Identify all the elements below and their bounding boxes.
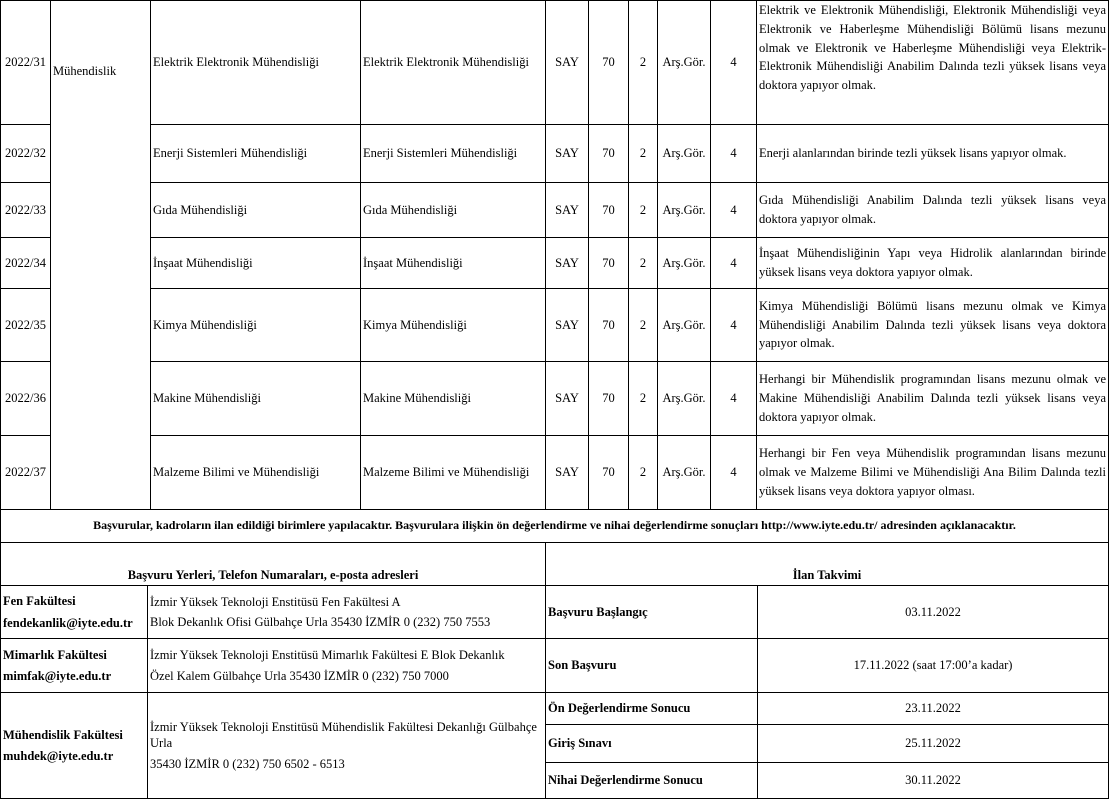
faculty-address <box>148 693 546 799</box>
position-count: 4 <box>711 289 757 362</box>
position-title: Arş.Gör. <box>658 1 711 125</box>
faculty-contact <box>1 639 148 693</box>
position-field: Enerji Sistemleri Mühendisliği <box>361 125 546 183</box>
position-score: 70 <box>589 125 629 183</box>
position-field: Malzeme Bilimi ve Mühendisliği <box>361 436 546 510</box>
position-exam: SAY <box>546 436 589 510</box>
position-code: 2022/36 <box>1 362 51 436</box>
calendar-date: 23.11.2022 <box>758 693 1109 725</box>
position-score: 70 <box>589 436 629 510</box>
table-row <box>1 586 1109 639</box>
notice-row <box>1 510 1109 543</box>
position-code: 2022/32 <box>1 125 51 183</box>
position-count: 4 <box>711 183 757 238</box>
position-code: 2022/31 <box>1 1 51 125</box>
position-requirement: Gıda Mühendisliği Anabilim Dalında tezli yüksek lisans veya doktora yapıyor olmak. <box>757 183 1109 238</box>
table-row <box>1 362 1109 436</box>
table-row <box>1 238 1109 289</box>
position-title: Arş.Gör. <box>658 238 711 289</box>
position-score: 70 <box>589 289 629 362</box>
position-score: 70 <box>589 183 629 238</box>
faculty-name: Mühendislik Fakültesi <box>3 727 123 742</box>
position-requirement: Elektrik ve Elektronik Mühendisliği, Elektronik Mühendisliği veya Elektronik ve Haberleşme Mühendisliği Bölümü lisans mezunu olmak ve Elektronik ve Haberleşme Mühendisliği veya Elektrik-Elektronik Mühendisliği Anabilim Dalında tezli yüksek lisans veya doktora yapıyor olmak. <box>757 1 1109 125</box>
position-field: Elektrik Elektronik Mühendisliği <box>361 1 546 125</box>
position-unit: Gıda Mühendisliği <box>151 183 361 238</box>
table-row <box>1 183 1109 238</box>
position-exam: SAY <box>546 289 589 362</box>
position-title: Arş.Gör. <box>658 362 711 436</box>
position-title: Arş.Gör. <box>658 289 711 362</box>
position-level: 2 <box>629 1 658 125</box>
position-count: 4 <box>711 1 757 125</box>
position-code: 2022/35 <box>1 289 51 362</box>
position-field: Gıda Mühendisliği <box>361 183 546 238</box>
calendar-header: İlan Takvimi <box>546 543 1109 586</box>
department-name: Mühendislik <box>51 1 151 510</box>
position-requirement: Enerji alanlarından birinde tezli yüksek lisans yapıyor olmak. <box>757 125 1109 183</box>
faculty-address-line: İzmir Yüksek Teknoloji Enstitüsü Fen Fakültesi A <box>150 594 401 609</box>
position-unit: İnşaat Mühendisliği <box>151 238 361 289</box>
position-count: 4 <box>711 436 757 510</box>
position-unit: Enerji Sistemleri Mühendisliği <box>151 125 361 183</box>
position-unit: Makine Mühendisliği <box>151 362 361 436</box>
position-exam: SAY <box>546 362 589 436</box>
position-title: Arş.Gör. <box>658 125 711 183</box>
contacts-calendar-table <box>0 542 1109 799</box>
position-field: İnşaat Mühendisliği <box>361 238 546 289</box>
position-level: 2 <box>629 289 658 362</box>
position-level: 2 <box>629 436 658 510</box>
calendar-date: 25.11.2022 <box>758 725 1109 763</box>
table-row <box>1 289 1109 362</box>
faculty-address <box>148 586 546 639</box>
position-unit: Elektrik Elektronik Mühendisliği <box>151 1 361 125</box>
position-title: Arş.Gör. <box>658 436 711 510</box>
position-requirement: Herhangi bir Fen veya Mühendislik programından lisans mezunu olmak ve Malzeme Bilimi ve Mühendisliği Ana Bilim Dalında tezli yüksek lisans veya doktora yapıyor olması. <box>757 436 1109 510</box>
calendar-label: Ön Değerlendirme Sonucu <box>546 693 758 725</box>
table-row <box>1 693 1109 725</box>
calendar-date: 03.11.2022 <box>758 586 1109 639</box>
position-exam: SAY <box>546 238 589 289</box>
position-level: 2 <box>629 183 658 238</box>
faculty-name: Fen Fakültesi <box>3 594 76 608</box>
position-requirement: Kimya Mühendisliği Bölümü lisans mezunu olmak ve Kimya Mühendisliği Anabilim Dalında tezli yüksek lisans veya doktora yapıyor olmak. <box>757 289 1109 362</box>
position-level: 2 <box>629 238 658 289</box>
position-score: 70 <box>589 238 629 289</box>
position-field: Kimya Mühendisliği <box>361 289 546 362</box>
faculty-address-line: Blok Dekanlık Ofisi Gülbahçe Urla 35430 İZMİR 0 (232) 750 7553 <box>150 615 491 629</box>
faculty-address-line: İzmir Yüksek Teknoloji Enstitüsü Mühendislik Fakültesi Dekanlığı Gülbahçe Urla <box>150 719 537 751</box>
position-score: 70 <box>589 362 629 436</box>
position-count: 4 <box>711 125 757 183</box>
position-level: 2 <box>629 362 658 436</box>
faculty-email: mimfak@iyte.edu.tr <box>3 669 112 683</box>
position-exam: SAY <box>546 183 589 238</box>
table-row <box>1 436 1109 510</box>
table-row <box>1 1 1109 125</box>
position-score: 70 <box>589 1 629 125</box>
calendar-label: Başvuru Başlangıç <box>546 586 758 639</box>
position-exam: SAY <box>546 1 589 125</box>
position-unit: Kimya Mühendisliği <box>151 289 361 362</box>
contacts-header: Başvuru Yerleri, Telefon Numaraları, e-posta adresleri <box>1 543 546 586</box>
calendar-date: 30.11.2022 <box>758 763 1109 799</box>
faculty-name: Mimarlık Fakültesi <box>3 647 107 662</box>
position-title: Arş.Gör. <box>658 183 711 238</box>
calendar-label: Nihai Değerlendirme Sonucu <box>546 763 758 799</box>
table-row <box>1 125 1109 183</box>
position-count: 4 <box>711 238 757 289</box>
position-unit: Malzeme Bilimi ve Mühendisliği <box>151 436 361 510</box>
position-exam: SAY <box>546 125 589 183</box>
faculty-address-line: 35430 İZMİR 0 (232) 750 6502 - 6513 <box>150 756 345 771</box>
table-row <box>1 639 1109 693</box>
faculty-contact <box>1 586 148 639</box>
section-header-row <box>1 543 1109 586</box>
calendar-label: Giriş Sınavı <box>546 725 758 763</box>
application-notice: Başvurular, kadroların ilan edildiği birimlere yapılacaktır. Başvurulara ilişkin ön değerlendirme ve nihai değerlendirme sonuçları http://www.iyte.edu.tr/ adresinden açıklanacaktır. <box>1 510 1109 543</box>
calendar-date: 17.11.2022 (saat 17:00’a kadar) <box>758 639 1109 693</box>
faculty-address <box>148 639 546 693</box>
faculty-email: muhdek@iyte.edu.tr <box>3 749 114 763</box>
position-requirement: İnşaat Mühendisliğinin Yapı veya Hidrolik alanlarından birinde yüksek lisans veya doktora yapıyor olmak. <box>757 238 1109 289</box>
faculty-contact <box>1 693 148 799</box>
calendar-label: Son Başvuru <box>546 639 758 693</box>
position-requirement: Herhangi bir Mühendislik programından lisans mezunu olmak ve Makine Mühendisliği Anabilim Dalında tezli yüksek lisans veya doktora yapıyor olmak. <box>757 362 1109 436</box>
faculty-email: fendekanlik@iyte.edu.tr <box>3 615 133 630</box>
position-count: 4 <box>711 362 757 436</box>
position-level: 2 <box>629 125 658 183</box>
faculty-address-line: İzmir Yüksek Teknoloji Enstitüsü Mimarlık Fakültesi E Blok Dekanlık <box>150 648 505 662</box>
position-field: Makine Mühendisliği <box>361 362 546 436</box>
position-code: 2022/37 <box>1 436 51 510</box>
position-code: 2022/34 <box>1 238 51 289</box>
position-code: 2022/33 <box>1 183 51 238</box>
faculty-address-line: Özel Kalem Gülbahçe Urla 35430 İZMİR 0 (232) 750 7000 <box>150 668 449 683</box>
